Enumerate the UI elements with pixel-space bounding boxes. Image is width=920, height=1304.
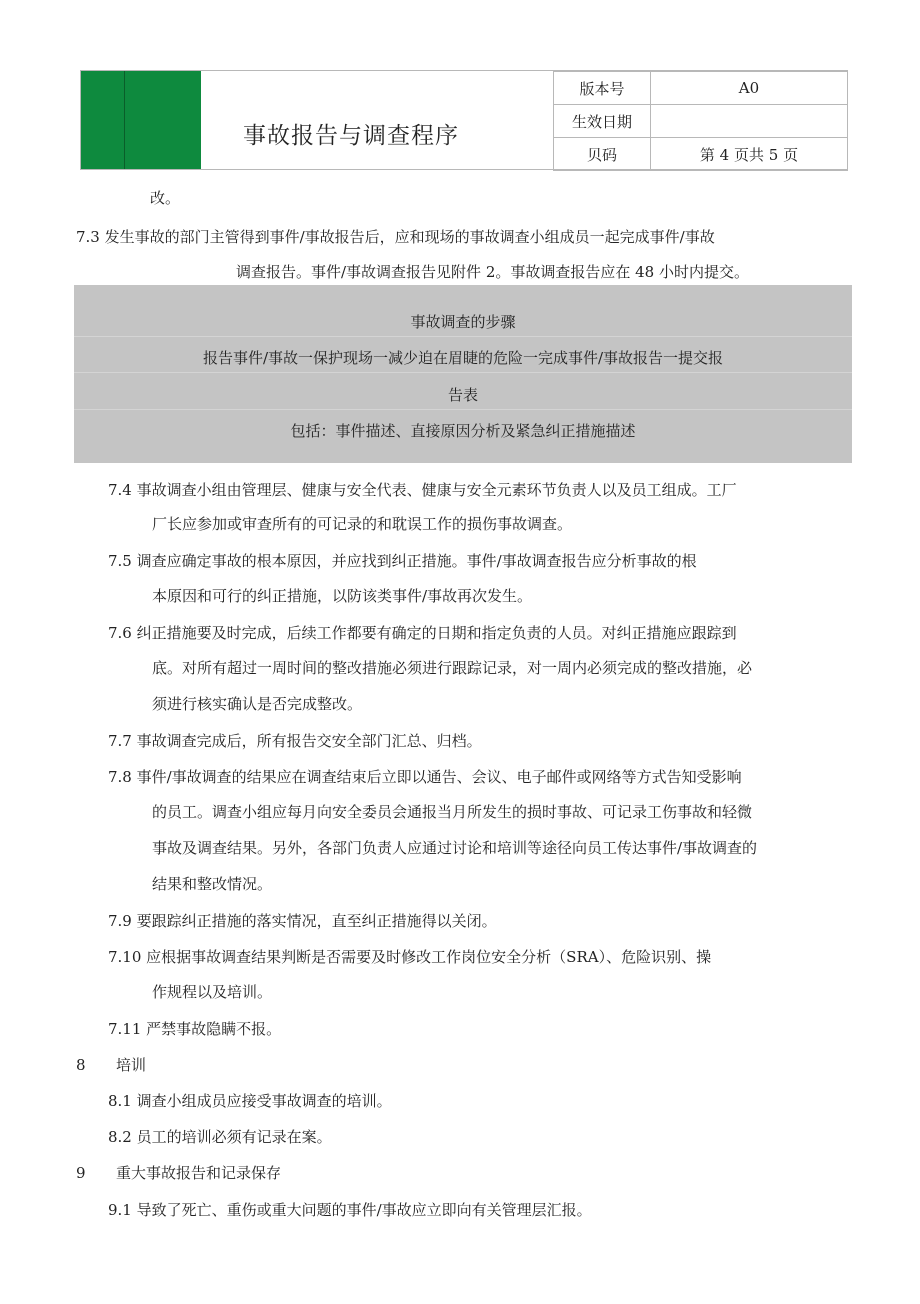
paragraph-line: 7.11 严禁事故隐瞒不报。 xyxy=(108,1020,282,1038)
section-heading: 培训 xyxy=(116,1056,147,1074)
company-logo xyxy=(81,71,201,169)
meta-label: 生效日期 xyxy=(554,105,651,138)
investigation-steps-box xyxy=(74,285,852,463)
paragraph-line: 的员工。调查小组应每月向安全委员会通报当月所发生的损时事故、可记录工伤事故和轻微 xyxy=(152,803,753,821)
paragraph-line: 7.9 要跟踪纠正措施的落实情况，直至纠正措施得以关闭。 xyxy=(108,912,497,930)
paragraph-line: 7.6 纠正措施要及时完成，后续工作都要有确定的日期和指定负责的人员。对纠正措施应跟踪到 xyxy=(108,624,737,642)
steps-flow-line: 报告事件/事故一保护现场一减少迫在眉睫的危险一完成事件/事故报告一提交报 xyxy=(202,349,724,367)
document-header xyxy=(80,70,848,170)
section-number: 8 xyxy=(76,1056,86,1074)
paragraph-line: 8.1 调查小组成员应接受事故调查的培训。 xyxy=(108,1092,392,1110)
meta-value: 第 4 页共 5 页 xyxy=(651,138,848,171)
steps-divider xyxy=(74,372,852,373)
paragraph-line: 调查报告。事件/事故调查报告见附件 2。事故调查报告应在 48 小时内提交。 xyxy=(236,263,749,281)
paragraph-line: 结果和整改情况。 xyxy=(152,875,273,893)
logo-right-block xyxy=(125,71,201,169)
paragraph-line: 7.5 调查应确定事故的根本原因，并应找到纠正措施。事件/事故调查报告应分析事故的根 xyxy=(108,552,697,570)
meta-row-version xyxy=(554,72,848,105)
steps-divider xyxy=(74,409,852,410)
meta-row-effective-date xyxy=(554,105,848,138)
paragraph-line: 作规程以及培训。 xyxy=(152,983,273,1001)
section-number: 9 xyxy=(76,1164,86,1182)
meta-label: 版本号 xyxy=(554,72,651,105)
steps-divider xyxy=(74,336,852,337)
document-title: 事故报告与调查程序 xyxy=(243,123,459,149)
paragraph-line: 改。 xyxy=(150,189,181,207)
paragraph-line: 底。对所有超过一周时间的整改措施必须进行跟踪记录，对一周内必须完成的整改措施，必 xyxy=(152,659,753,677)
paragraph-line: 7.7 事故调查完成后，所有报告交安全部门汇总、归档。 xyxy=(108,732,482,750)
paragraph-line: 厂长应参加或审查所有的可记录的和耽误工作的损伤事故调查。 xyxy=(152,515,573,533)
logo-left-block xyxy=(81,71,124,169)
meta-value: A0 xyxy=(651,72,848,105)
steps-flow-line: 告表 xyxy=(447,386,478,404)
document-meta-table xyxy=(553,71,848,171)
paragraph-line: 7.3 发生事故的部门主管得到事件/事故报告后，应和现场的事故调查小组成员一起完成事件/事故 xyxy=(76,228,715,246)
paragraph-line: 7.10 应根据事故调查结果判断是否需要及时修改工作岗位安全分析（SRA）、危险识别、操 xyxy=(108,948,712,966)
paragraph-line: 事故及调查结果。另外，各部门负责人应通过讨论和培训等途径向员工传达事件/事故调查的 xyxy=(152,839,758,857)
section-heading: 重大事故报告和记录保存 xyxy=(116,1164,282,1182)
paragraph-line: 7.4 事故调查小组由管理层、健康与安全代表、健康与安全元素环节负责人以及员工组成。工厂 xyxy=(108,481,737,499)
meta-row-page xyxy=(554,138,848,171)
paragraph-line: 9.1 导致了死亡、重伤或重大问题的事件/事故应立即向有关管理层汇报。 xyxy=(108,1201,592,1219)
steps-includes: 包括：事件描述、直接原因分析及紧急纠正措施描述 xyxy=(290,422,636,440)
steps-title: 事故调查的步骤 xyxy=(410,313,516,331)
paragraph-line: 8.2 员工的培训必须有记录在案。 xyxy=(108,1128,332,1146)
meta-value xyxy=(651,105,848,138)
meta-label: 贝码 xyxy=(554,138,651,171)
paragraph-line: 须进行核实确认是否完成整改。 xyxy=(152,695,363,713)
paragraph-line: 本原因和可行的纠正措施，以防该类事件/事故再次发生。 xyxy=(152,587,533,605)
paragraph-line: 7.8 事件/事故调查的结果应在调查结束后立即以通告、会议、电子邮件或网络等方式告知受影响 xyxy=(108,768,742,786)
